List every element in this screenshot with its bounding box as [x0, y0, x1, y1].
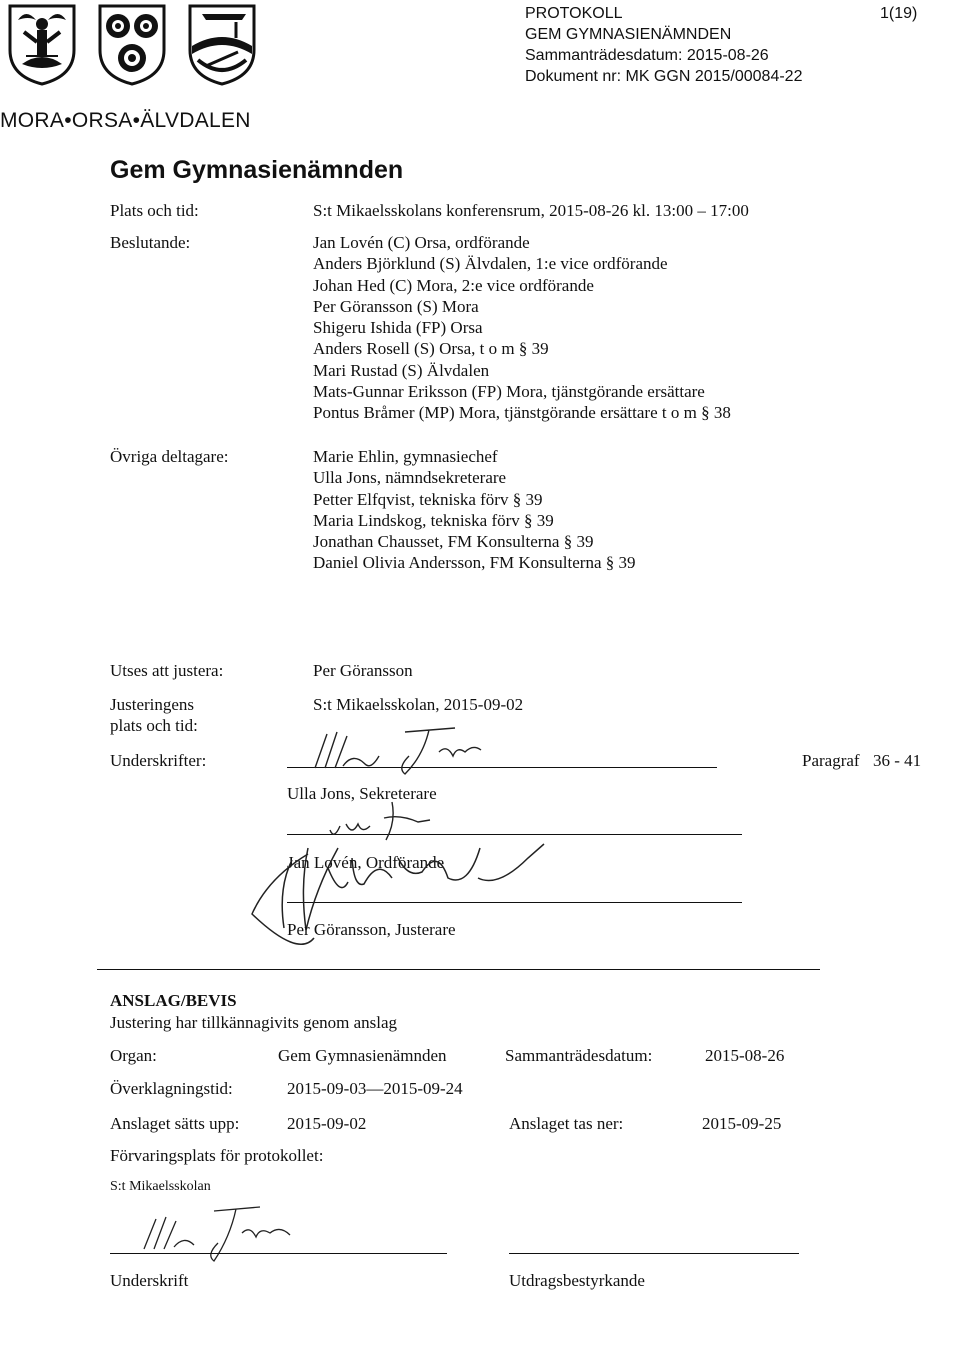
removed-value: 2015-09-25: [702, 1114, 782, 1133]
storage-label: Förvaringsplats för protokollet:: [110, 1146, 324, 1165]
signer-adjuster: Per Göransson, Justerare: [287, 920, 456, 939]
notice-meeting-date-label: Sammanträdesdatum:: [505, 1046, 653, 1065]
section-divider: [97, 969, 820, 970]
doc-type: PROTOKOLL: [525, 5, 623, 22]
justification-place-label-line1: Justeringens: [110, 695, 195, 714]
signature-label: Underskrift: [110, 1271, 189, 1290]
organ-label: Organ:: [110, 1046, 157, 1065]
justification-place-label: [110, 694, 198, 736]
other-participants-list: [313, 446, 636, 574]
storage-value: S:t Mikaelsskolan: [110, 1179, 211, 1194]
other-participants-label: Övriga deltagare:: [110, 447, 229, 466]
municipalities-label: MORA•ORSA•ÄLVDALEN: [0, 109, 251, 132]
list-item: Per Göransson (S) Mora: [313, 296, 479, 316]
list-item: Jan Lovén (C) Orsa, ordförande: [313, 233, 530, 252]
decision-makers-list: [313, 232, 731, 424]
alvdalen-coat-of-arms-icon: [184, 2, 260, 86]
list-item: Daniel Olivia Andersson, FM Konsulterna § 39: [313, 553, 636, 573]
posted-value: 2015-09-02: [287, 1114, 367, 1133]
notice-subheading: Justering har tillkännagivits genom anslag: [110, 1013, 398, 1032]
place-label: Plats och tid:: [110, 201, 199, 220]
paragraph-value: 36 - 41: [873, 751, 922, 770]
posted-label: Anslaget sätts upp:: [110, 1114, 240, 1133]
notice-heading: ANSLAG/BEVIS: [110, 991, 237, 1010]
signature-line: [110, 1253, 447, 1254]
list-item: Anders Björklund (S) Älvdalen, 1:e vice ordförande: [313, 254, 668, 274]
meeting-date: Sammanträdesdatum: 2015-08-26: [525, 47, 769, 64]
list-item: Jonathan Chausset, FM Konsulterna § 39: [313, 532, 594, 552]
decision-makers-label: Beslutande:: [110, 233, 191, 252]
justification-place-value: S:t Mikaelsskolan, 2015-09-02: [313, 695, 524, 714]
list-item: Shigeru Ishida (FP) Orsa: [313, 318, 483, 338]
list-item: Petter Elfqvist, tekniska förv § 39: [313, 489, 543, 509]
list-item: Mari Rustad (S) Älvdalen: [313, 360, 490, 380]
justification-place-label-line2: plats och tid:: [110, 716, 198, 735]
appointed-label: Utses att justera:: [110, 661, 224, 680]
notice-meeting-date-value: 2015-08-26: [705, 1046, 785, 1065]
list-item: Ulla Jons, nämndsekreterare: [313, 468, 507, 488]
appointed-value: Per Göransson: [313, 661, 413, 680]
document-number: Dokument nr: MK GGN 2015/00084-22: [525, 68, 803, 85]
certified-label: Utdragsbestyrkande: [509, 1271, 645, 1290]
committee-name: GEM GYMNASIENÄMNDEN: [525, 26, 732, 43]
place-value: S:t Mikaelsskolans konferensrum, 2015-08-26 kl. 13:00 – 17:00: [313, 201, 749, 220]
mora-coat-of-arms-icon: [4, 2, 80, 86]
list-item: Marie Ehlin, gymnasiechef: [313, 447, 498, 466]
page-number: 1(19): [880, 5, 918, 22]
signatures-label: Underskrifter:: [110, 751, 207, 770]
list-item: Mats-Gunnar Eriksson (FP) Mora, tjänstgörande ersättare: [313, 382, 705, 402]
signer-secretary: Ulla Jons, Sekreterare: [287, 784, 437, 803]
page-title: Gem Gymnasienämnden: [110, 156, 404, 184]
paragraph-label: Paragraf: [802, 751, 860, 770]
organ-value: Gem Gymnasienämnden: [278, 1046, 447, 1065]
removed-label: Anslaget tas ner:: [509, 1114, 624, 1133]
appeal-period-label: Överklagningstid:: [110, 1079, 233, 1098]
list-item: Maria Lindskog, tekniska förv § 39: [313, 510, 554, 530]
appeal-period-value: 2015-09-03—2015-09-24: [287, 1079, 463, 1098]
certification-line: [509, 1253, 799, 1254]
orsa-coat-of-arms-icon: [94, 2, 170, 86]
handwritten-signature: [305, 726, 495, 776]
signer-chairman: Jan Lovén, Ordförande: [287, 853, 445, 872]
list-item: Anders Rosell (S) Orsa, t o m § 39: [313, 339, 549, 359]
handwritten-signature: [130, 1205, 300, 1265]
header-block: [525, 3, 802, 87]
list-item: Johan Hed (C) Mora, 2:e vice ordförande: [313, 275, 594, 295]
list-item: Pontus Bråmer (MP) Mora, tjänstgörande ersättare t o m § 38: [313, 403, 731, 423]
